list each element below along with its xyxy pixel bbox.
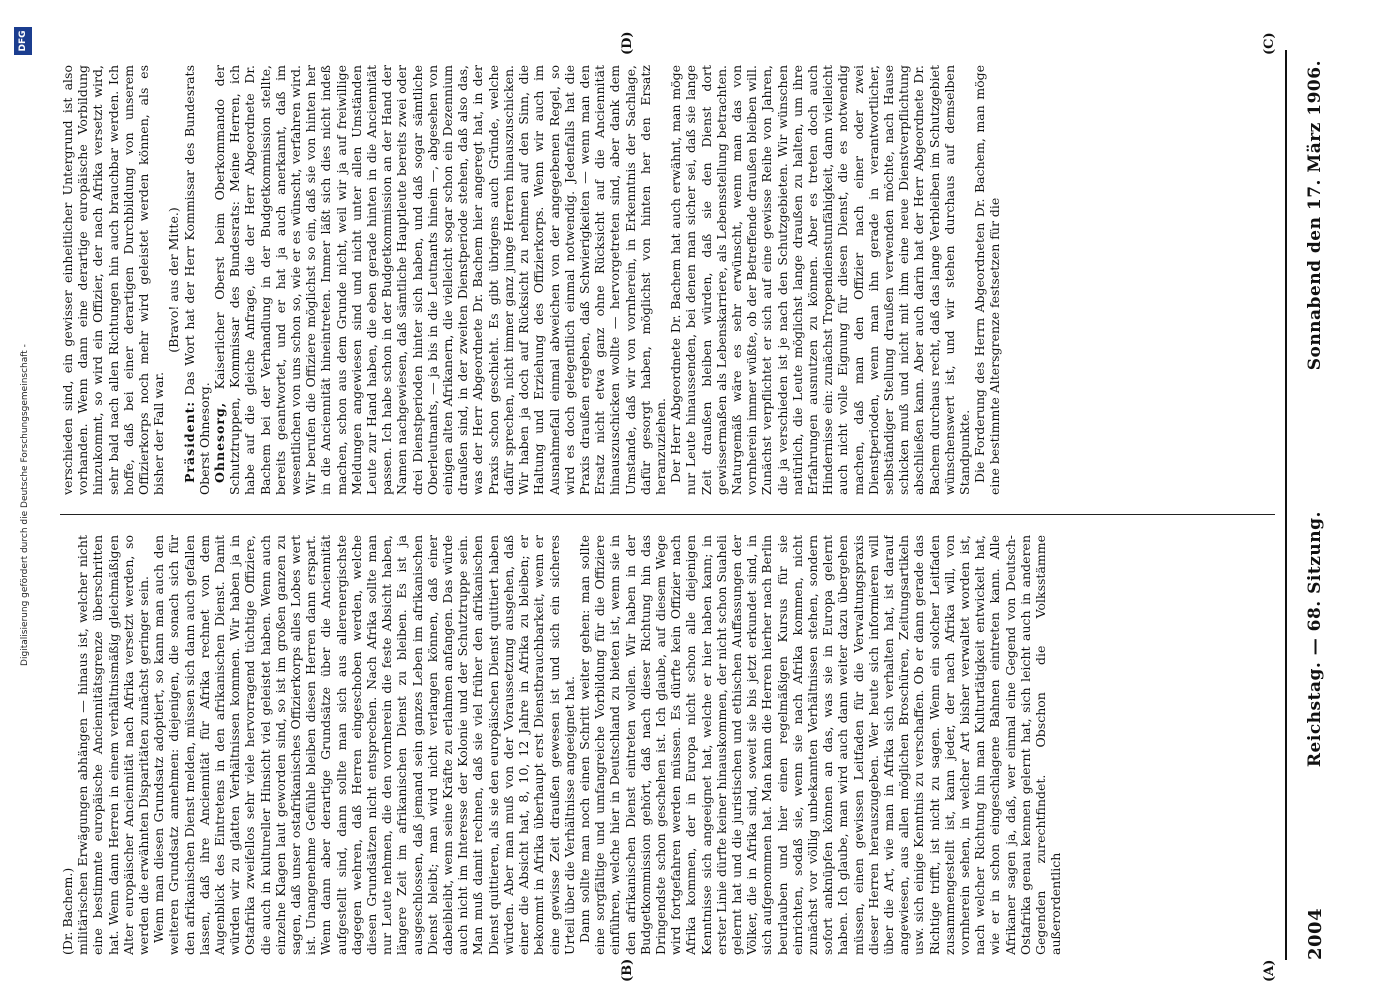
marker-d: (D) [620, 31, 635, 55]
page-header [1300, 60, 1330, 960]
ohnesorg-paragraph [212, 65, 668, 495]
digitization-credit: Digitalisierung gefördert durch die Deutsche Forschungsgemeinschaft - [20, 344, 30, 666]
header-rule [1285, 50, 1287, 960]
president-text: Das Wort hat der Herr Kommissar des Bundesrats Oberst Ohnesorg. [181, 65, 212, 495]
column-divider [60, 514, 1275, 515]
president-label: Präsident: [181, 400, 197, 483]
page-number: 2004 [1304, 907, 1326, 960]
left-column [60, 535, 1275, 955]
president-paragraph [182, 65, 212, 495]
right-column [60, 65, 1275, 495]
speaker-note: (Dr. Bachem.) [60, 867, 75, 955]
ohnesorg-label: Ohnesorg, [212, 401, 228, 483]
right-paragraph: Die Forderung des Herrn Abgeordneten Dr. Bachem, man möge eine bestimmte Altersgrenze festsetzen für die [972, 65, 1003, 495]
left-paragraph: Wenn man diesen Grundsatz adoptiert, so kann man auch den weiteren Grundsatz annehmen: diejenigen, die sonach sich für den afrikanischen Dienst melden, müssen sich dann auch gefallen lassen, daß ihre Anciennität für Afrika rechnet von dem Augenblick des Eintretens in den afrikanischen Dienst. Damit würden wir zu glatten Verhältnissen kommen. Wir haben ja in Ostafrika zweifellos sehr viele hervorragend tüchtige Offiziere, die auch in kultureller Hinsicht viel geleistet haben. Wenn auch einzelne Klagen laut geworden sind, so ist im großen ganzen zu sagen, daß unser ostafrikanisches Offizierkorps alles Lobes wert ist. Unangenehme Gefühle bleiben diesen Herren dann erspart. Wenn dann aber derartige Grundsätze über die Anciennität aufgestellt sind, dann sollte man sich aus allerenergischste dagegen wehren, daß Herren eingeschoben werden, welche diesen Grundsätzen nicht entsprechen. Nach Afrika sollte man nur Leute nehmen, die den vornherein die feste Absicht haben, längere Zeit im afrikanischen Dienst zu bleiben. Es ist ja ausgeschlossen, daß jemand sein ganzes Leben im afrikanischen Dienst bleibt; man wird nicht verlangen können, daß einer dabeibleibt, wenn seine Kräfte zu erlahmen anfangen. Das würde auch nicht im Interesse der Kolonie und der Schutztruppe sein. Man muß damit rechnen, daß sie viel früher den afrikanischen Dienst quittieren, als sie den europäischen Dienst quittiert haben würden. Aber man muß von der Voraussetzung ausgehen, daß einer die Absicht hat, 8, 10, 12 Jahre in Afrika zu bleiben; er bekommt in Afrika überhaupt erst Dienstbrauchbarkeit, wenn er eine gewisse Zeit draußen gewesen ist und sich ein sicheres Urteil über die Verhältnisse angeeignet hat. [151, 535, 577, 955]
right-paragraph: Der Herr Abgeordnete Dr. Bachem hat auch erwähnt, man möge nur Leute hinaussenden, bei denen man sicher sei, daß sie lange Zeit draußen bleiben würden, daß sie den Dienst dort gewissermaßen als Lebenskarriere, als Lebensstellung betrachten. Naturgemäß wäre es sehr erwünscht, wenn man das von vornherein immer wüßte, ob der Betreffende draußen bleiben will. Zunächst verpflichtet er sich auf eine gewisse Reihe von Jahren, die ja verschieden ist je nach den Schutzgebieten. Wir wünschen natürlich, die Leute möglichst lange draußen zu halten, um ihre Erfahrungen ausnutzen zu können. Aber es treten doch auch Hindernisse ein: zunächst Tropendienstunfähigkeit, dann vielleicht auch nicht volle Eignung für diesen Dienst, die es notwendig machen, daß man den Offizier nach einer oder zwei Dienstperioden, wenn man ihn gerade in verantwortlicher, selbständiger Stellung draußen verwenden möchte, nach Hause schicken muß und nicht mit ihm eine neue Dienstverpflichtung abschließen kann. Aber auch darin hat der Herr Abgeordnete Dr. Bachem durchaus recht, daß das lange Verbleiben im Schutzgebiet wünschenswert ist, und wir stehen durchaus auf demselben Standpunkte. [668, 65, 972, 495]
dfg-logo: DFG [14, 27, 32, 55]
header-right: Sonnabend den 17. März 1906. [1305, 60, 1325, 371]
left-paragraph: Dann sollte man noch einen Schritt weiter gehen: man sollte eine sorgfältige und umfangreiche Vorbildung für die Offiziere einführen, welche hier in Deutschland zu bieten ist, wenn sie in den afrikanischen Dienst eintreten wollen. Wir haben in der Budgetkommission gehört, daß nach dieser Richtung hin das Dringendste schon geschehen ist. Ich glaube, auf diesem Wege wird fortgefahren werden müssen. Es dürfte kein Offizier nach Afrika kommen, der in Europa nicht schon alle diejenigen Kenntnisse sich angeeignet hat, welche er hier haben kann; in erster Linie dürfte keiner hinauskommen, der nicht schon Suaheli gelernt hat und die juristischen und ethischen Auffassungen der Völker, die in Afrika sind, soweit sie bis jetzt erkundet sind, in sich aufgenommen hat. Man kann die Herren hierher nach Berlin beurlauben und hier einen regelmäßigen Kursus für sie einrichten, sodaß sie, wenn sie nach Afrika kommen, nicht zunächst vor völlig unbekannten Verhältnissen stehen, sondern sofort anknüpfen können an das, was sie in Europa gelernt haben. Ich glaube, man wird auch dann weiter dazu übergehen müssen, einen gewissen Leitfaden für die Verwaltungspraxis dieser Herren herauszugeben. Wer heute sich informieren will über die Art, wie man in Afrika sich verhalten hat, ist darauf angewiesen, aus allen möglichen Broschüren, Zeitungsartikeln usw. sich einige Kenntnis zu verschaffen. Ob er dann gerade das Richtige trifft, ist nicht zu sagen. Wenn ein solcher Leitfaden zusammengestellt ist, kann jeder, der nach Afrika will, von vornherein sehen, in welcher Art bisher verwaltet worden ist, nach welcher Richtung hin man Kulturtätigkeit entwickelt hat, wie er in schon eingeschlagene Bahnen eintreten kann. Alle Afrikaner sagen ja, daß, wer einmal eine Gegend von Deutsch-Ostafrika genau kennen gelernt hat, sich leicht auch in anderen Gegenden zurechtfindet. Obschon die Volksstämme außerordentlich [576, 535, 1064, 955]
marker-b: (B) [620, 958, 635, 982]
header-left: Reichstag. — 68. Sitzung. [1305, 511, 1325, 768]
right-paragraph: verschieden sind, ein gewisser einheitlicher Untergrund ist also vorhanden. Wenn dann eine derartige europäische Vorbildung hinzukommt, so wird ein Offizier, der nach Afrika versetzt wird, sehr bald nach allen Richtungen hin auch brauchbar werden. Ich hoffe, daß bei einer derartigen Durchbildung von unserem Offizierkorps noch mehr wird geleistet werden können, als es bisher der Fall war. [60, 65, 167, 495]
marker-a: (A) [1262, 959, 1277, 982]
applause-note: (Bravo! aus der Mitte.) [166, 207, 182, 353]
ohnesorg-text: Kaiserlicher Oberst beim Oberkommando der Schutztruppen, Kommissar des Bundesrats: Meine Herren, ich habe auf die gleiche Anfrage, die der Herr Abgeordnete Dr. Bachem bei der Verhandlung in der Budgetkommission stellte, bereits geantwortet, und er hat ja auch anerkannt, daß im wesentlichen von uns schon so, wie er es wünscht, verfahren wird. Wir berufen die Offiziere möglichst so ein, daß sie von hinten her in die Anciennität hineintreten. Immer läßt sich dies nicht indeß machen, schon aus dem Grunde nicht, weil wir ja auf freiwillige Meldungen angewiesen sind und nicht unter allen Umständen Leute zur Hand haben, die eben gerade hinten in die Anciennität passen. Ich habe schon in der Budgetkommission an der Hand der Namen nachgewiesen, daß sämtliche Hauptleute bereits zwei oder drei Dienstperioden hinter sich haben, und daß sogar sämtliche Oberleutnants, — ja bis in die Leutnants hinein —, abgesehen von einigen alten Afrikanern, die vielleicht sogar schon ein Dezennium draußen sind, in der zweiten Dienstperiode stehen, daß also das, was der Herr Abgeordnete Dr. Bachem hier angeregt hat, in der Praxis schon geschieht. Es gibt übrigens auch Gründe, welche dafür sprechen, nicht immer ganz junge Herren hinauszuschicken. Wir haben ja doch auf Rücksicht zu nehmen auf den Sinn, die Haltung und Erziehung des Offizierkorps. Wenn wir auch im Ausnahmefall einmal abweichen von der angegebenen Regel, so wird es doch gelegentlich einmal notwendig. Jedenfalls hat die Praxis draußen ergeben, daß Schwierigkeiten — wenn man den Ersatz nicht etwa ganz ohne Rücksicht auf die Anciennität hinauszuschicken wollte — hervorgetreten sind, aber dank dem Umstande, daß wir von vornherein, in Erkenntnis der Sachlage, dafür gesorgt haben, möglichst von hinten her den Ersatz heranzuziehen. [212, 65, 668, 495]
marker-c: (C) [1262, 32, 1277, 55]
left-paragraph: militärischen Erwägungen abhängen — hinaus ist, welcher nicht eine bestimmte europäische Anciennitätsgrenze überschritten hat. Wenn dann Herren in einem verhältnismäßig gleichmäßigen Alter europäischer Anciennität nach Afrika versetzt werden, so werden die erwähnten Disparitäten zunächst geringer sein. [75, 535, 152, 955]
